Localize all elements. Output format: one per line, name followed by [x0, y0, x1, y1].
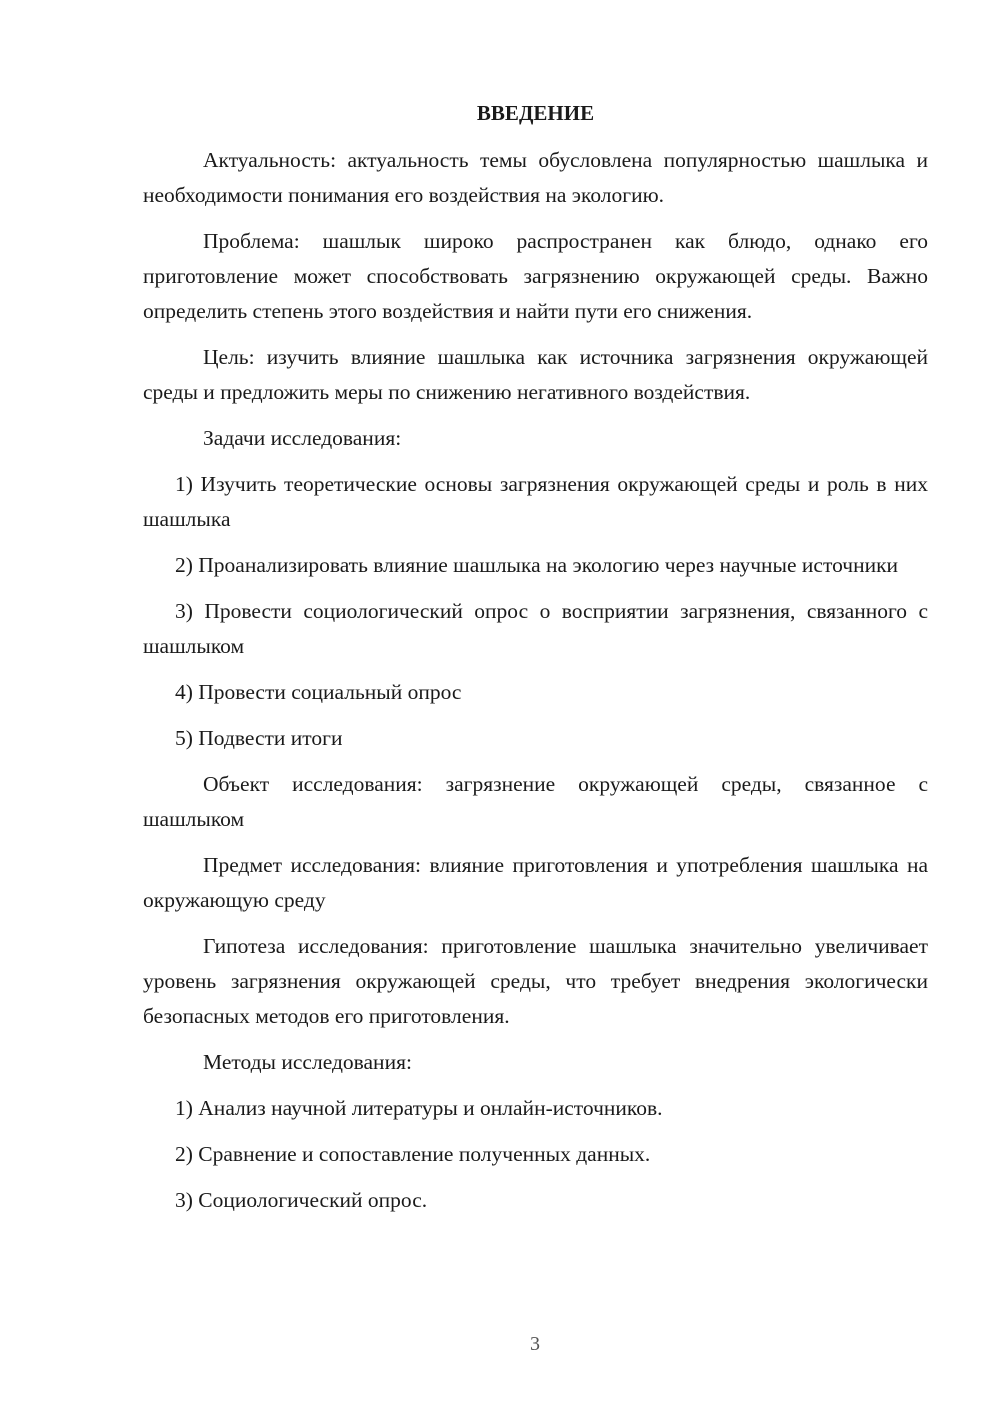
subject-paragraph: Предмет исследования: влияние приготовления и употребления шашлыка на окружающую среду	[143, 853, 928, 912]
methods-heading: Методы исследования:	[203, 1050, 412, 1074]
object-paragraph: Объект исследования: загрязнение окружающей среды, связанное с шашлыком	[143, 772, 928, 831]
tasks-heading: Задачи исследования:	[203, 426, 402, 450]
page-number: 3	[530, 1333, 540, 1355]
method-item: 3) Социологический опрос.	[175, 1188, 428, 1212]
task-item: 1) Изучить теоретические основы загрязнения окружающей среды и роль в них шашлыка	[143, 472, 928, 531]
task-item: 5) Подвести итоги	[175, 726, 343, 750]
task-item: 4) Провести социальный опрос	[175, 680, 462, 704]
method-item: 1) Анализ научной литературы и онлайн-источников.	[175, 1096, 663, 1120]
page-title: ВВЕДЕНИЕ	[476, 101, 595, 125]
problem-paragraph: Проблема: шашлык широко распространен как блюдо, однако его приготовление может способствовать загрязнению окружающей среды. Важно определить степень этого воздействия и найти пути его снижения.	[143, 229, 928, 323]
task-item: 3) Провести социологический опрос о восприятии загрязнения, связанного с шашлыком	[143, 599, 928, 658]
goal-paragraph: Цель: изучить влияние шашлыка как источника загрязнения окружающей среды и предложить меры по снижению негативного воздействия.	[143, 345, 928, 404]
document-page	[143, 96, 928, 1229]
relevance-paragraph: Актуальность: актуальность темы обусловлена популярностью шашлыка и необходимости понимания его воздействия на экологию.	[143, 148, 928, 207]
hypothesis-paragraph: Гипотеза исследования: приготовление шашлыка значительно увеличивает уровень загрязнения окружающей среды, что требует внедрения экологически безопасных методов его приготовления.	[143, 934, 928, 1028]
method-item: 2) Сравнение и сопоставление полученных данных.	[175, 1142, 651, 1166]
task-item: 2) Проанализировать влияние шашлыка на экологию через научные источники	[175, 553, 899, 577]
